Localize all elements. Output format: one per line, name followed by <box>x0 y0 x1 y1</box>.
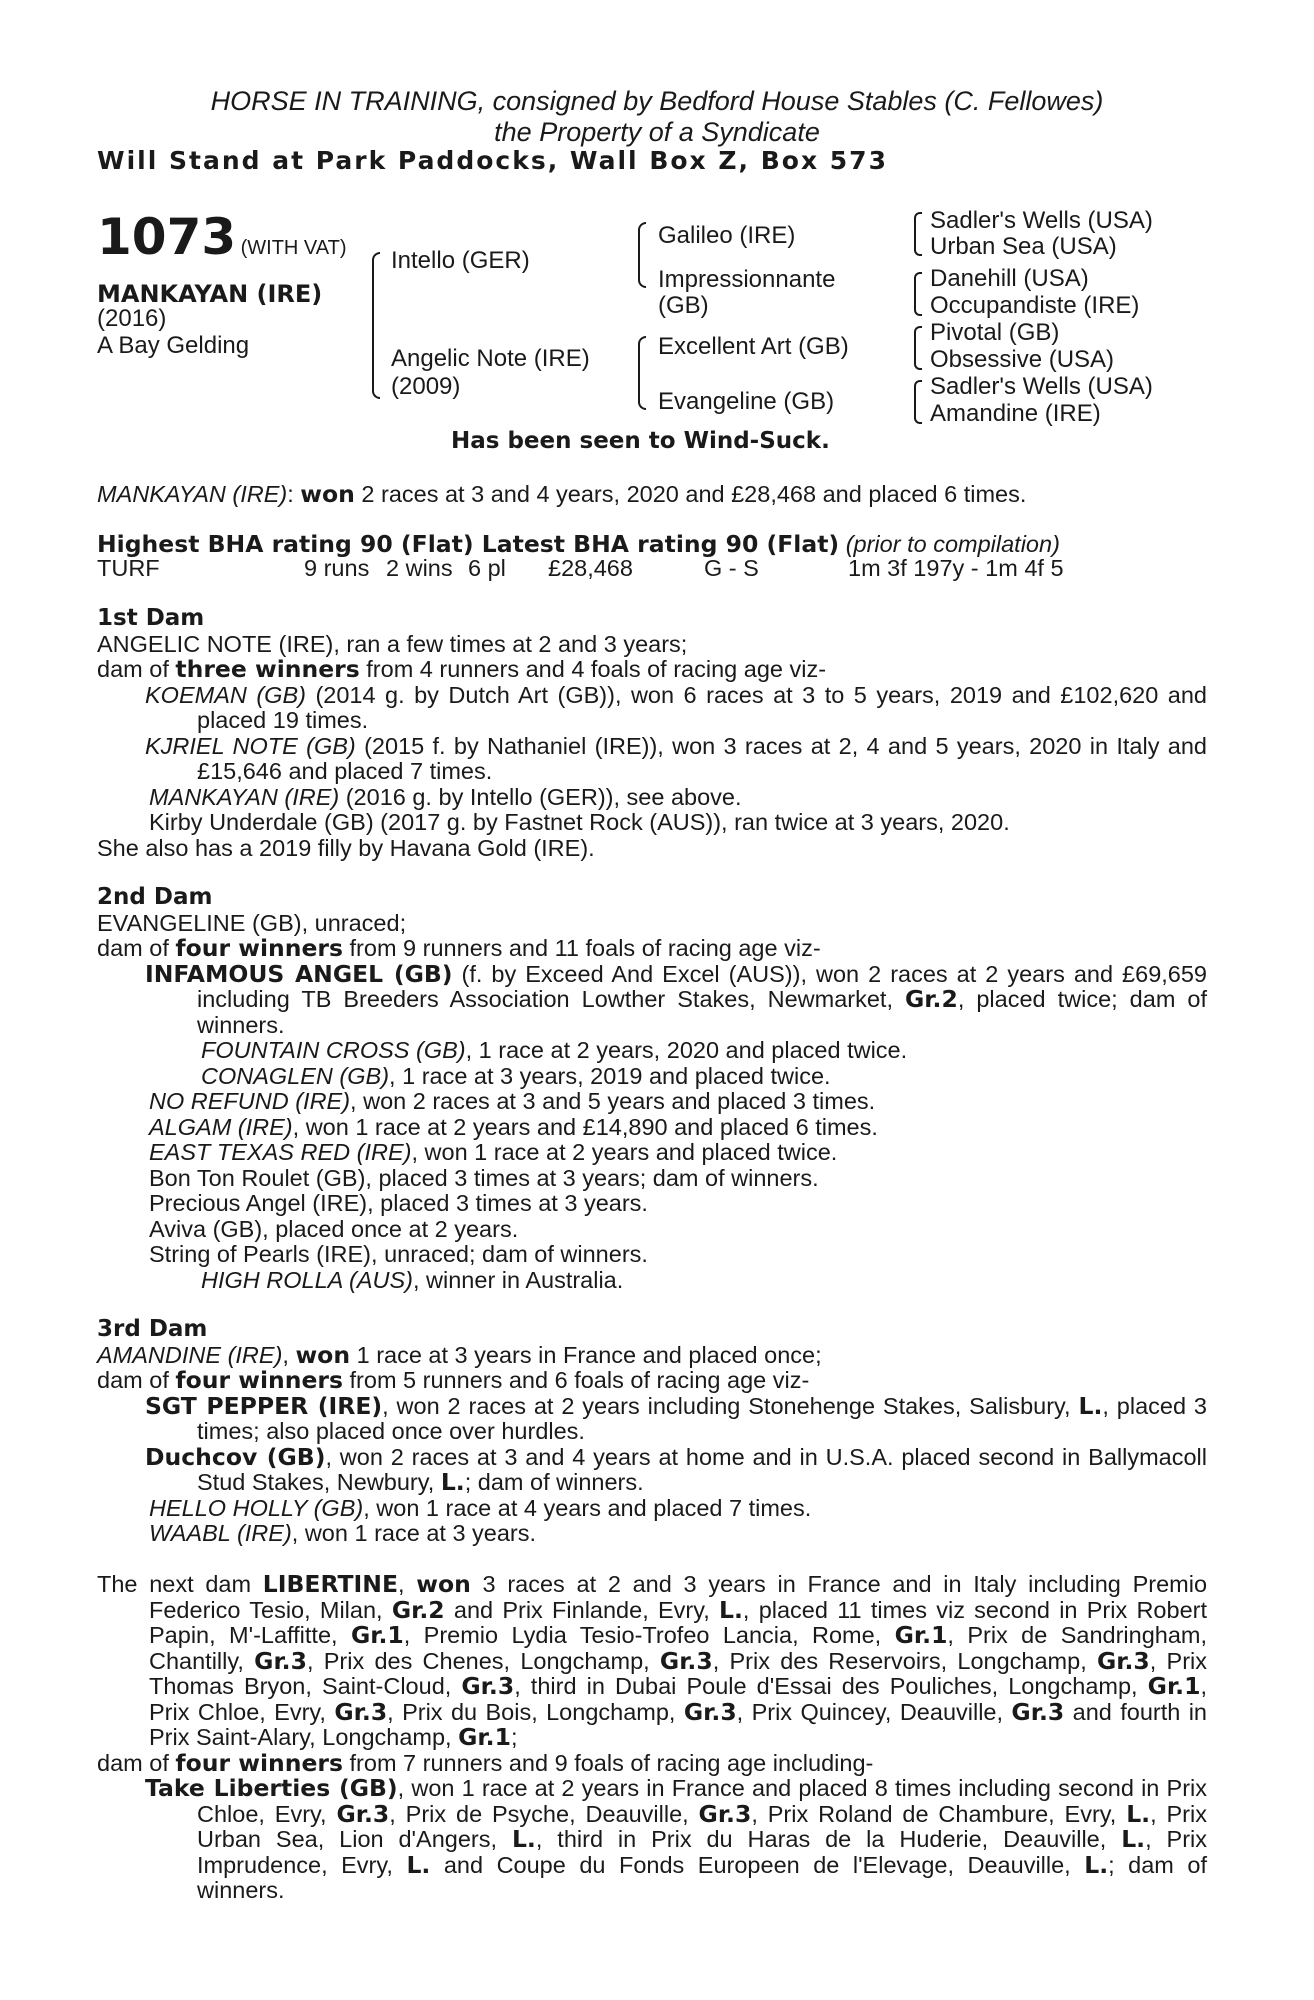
offspring-duchcov: Duchcov (GB), won 2 races at 3 and 4 years at home and in U.S.A. placed second in Ballymacoll Stud Stakes, Newbury, L.; dam of winners. <box>145 1442 1207 1496</box>
dam-brace <box>638 336 646 410</box>
sire-dam-suffix: (GB) <box>658 292 709 319</box>
dam-dam-sire: Sadler's Wells (USA) <box>930 373 1153 400</box>
offspring-waabl: WAABL (IRE), won 1 race at 3 years. <box>149 1520 537 1546</box>
gs4-brace <box>914 380 922 424</box>
first-dam-section <box>97 606 1207 861</box>
sire-sire-sire: Sadler's Wells (USA) <box>930 207 1153 234</box>
third-dam-section <box>97 1317 1207 1547</box>
offspring-take-liberties: Take Liberties (GB), won 1 race at 2 years in France and placed 8 times including second in Prix Chloe, Evry, Gr.3, Prix de Psyche, Deauville, Gr.3, Prix Roland de Chambure, Evry, L., Prix Urban Sea, Lion d'Angers, L., third in Prix du Haras de la Huderie, Deauville, L., Prix Imprudence, Evry, L. and Coupe du Fonds Europeen de l'Elevage, Deauville, L.; dam of winners. <box>145 1774 1207 1903</box>
foaling-year: (2016) <box>97 305 167 332</box>
first-dam-produce: dam of three winners from 4 runners and 4 foals of racing age viz- <box>97 655 827 683</box>
second-dam-section <box>97 885 1207 1293</box>
dam-dam-dam: Amandine (IRE) <box>930 400 1101 427</box>
offspring-east-texas-red: EAST TEXAS RED (IRE), won 1 race at 2 years and placed twice. <box>149 1139 838 1165</box>
offspring-hello-holly: HELLO HOLLY (GB), won 1 race at 4 years and placed 7 times. <box>149 1494 812 1521</box>
offspring-no-refund: NO REFUND (IRE), won 2 races at 3 and 5 years and placed 3 times. <box>149 1088 876 1114</box>
section-heading: 3rd Dam <box>97 1316 208 1342</box>
sire-dam-sire: Danehill (USA) <box>930 265 1089 292</box>
turf-distance: 1m 3f 197y - 1m 4f 5 <box>848 555 1064 581</box>
offspring-string: String of Pearls (IRE), unraced; dam of winners. <box>149 1241 648 1267</box>
sire-sire-dam: Urban Sea (USA) <box>930 233 1117 260</box>
next-dam-section <box>97 1572 1207 1904</box>
offspring-koeman: KOEMAN (GB) (2014 g. by Dutch Art (GB)), won 6 races at 3 to 5 years, 2019 and £102,620 and placed 19 times. <box>145 681 1207 733</box>
dam-year: (2009) <box>391 373 461 400</box>
gs2-brace <box>914 272 922 316</box>
ownership-line: the Property of a Syndicate <box>494 117 820 147</box>
turf-going: G - S <box>704 555 759 581</box>
section-heading: 1st Dam <box>97 605 205 631</box>
stabling-line: Will Stand at Park Paddocks, Wall Box Z, Box 573 <box>97 146 888 175</box>
turf-earnings: £28,468 <box>548 555 633 581</box>
second-dam-produce: dam of four winners from 9 runners and 11 foals of racing age viz- <box>97 934 821 962</box>
third-dam-produce: dam of four winners from 5 runners and 6 foals of racing age viz- <box>97 1366 810 1394</box>
turf-surface: TURF <box>97 555 160 581</box>
sire: Intello (GER) <box>391 247 530 274</box>
horse-description: A Bay Gelding <box>97 332 250 359</box>
dam-dam: Evangeline (GB) <box>658 388 835 415</box>
first-dam-line: ANGELIC NOTE (IRE), ran a few times at 2 and 3 years; <box>97 630 688 657</box>
turf-placed: 6 pl <box>468 555 506 581</box>
grand-offspring-fountain: FOUNTAIN CROSS (GB), 1 race at 2 years, 2020 and placed twice. <box>201 1037 908 1063</box>
dam-sire-sire: Pivotal (GB) <box>930 319 1060 346</box>
bha-rating: Highest BHA rating 90 (Flat) Latest BHA rating 90 (Flat) (prior to compilation) <box>97 530 1060 558</box>
dam-sire: Excellent Art (GB) <box>658 333 849 360</box>
sire-dam-dam: Occupandiste (IRE) <box>930 292 1140 319</box>
horse-name: MANKAYAN (IRE) <box>97 280 323 308</box>
offspring-kirby: Kirby Underdale (GB) (2017 g. by Fastnet Rock (AUS)), ran twice at 3 years, 2020. <box>149 809 1010 835</box>
grand-offspring-high-rolla: HIGH ROLLA (AUS), winner in Australia. <box>201 1266 624 1293</box>
offspring-kjriel: KJRIEL NOTE (GB) (2015 f. by Nathaniel (IRE)), won 3 races at 2, 4 and 5 years, 2020 in Italy and £15,646 and placed 7 times. <box>145 732 1207 784</box>
offspring-bon-ton: Bon Ton Roulet (GB), placed 3 times at 3 years; dam of winners. <box>149 1164 819 1191</box>
consignor-line: HORSE IN TRAINING, consigned by Bedford House Stables (C. Fellowes) <box>210 86 1104 116</box>
sire-brace <box>638 222 646 288</box>
second-dam-line: EVANGELINE (GB), unraced; <box>97 909 407 936</box>
turf-wins: 2 wins <box>386 555 453 581</box>
dam: Angelic Note (IRE) <box>391 345 590 372</box>
race-summary: MANKAYAN (IRE): won 2 races at 3 and 4 years, 2020 and £28,468 and placed 6 times. <box>97 480 1027 508</box>
offspring-precious: Precious Angel (IRE), placed 3 times at 3 years. <box>149 1190 648 1216</box>
gs1-brace <box>914 212 922 256</box>
next-dam-record: The next dam LIBERTINE, won 3 races at 2 and 3 years in France and in Italy including Premio Federico Tesio, Milan, Gr.2 and Prix Finlande, Evry, L., placed 11 times viz second in Prix Robert Papin, M'-Laffitte, Gr.1, Premio Lydia Tesio-Trofeo Lancia, Rome, Gr.1, Prix de Sandringham, Chantilly, Gr.3, Prix des Chenes, Longchamp, Gr.3, Prix des Reservoirs, Longchamp, Gr.3, Prix Thomas Bryon, Saint-Cloud, Gr.3, third in Dubai Poule d'Essai des Pouliches, Longchamp, Gr.1, Prix Chloe, Evry, Gr.3, Prix du Bois, Longchamp, Gr.3, Prix Quincey, Deauville, Gr.3 and fourth in Prix Saint-Alary, Longchamp, Gr.1; <box>97 1570 1208 1751</box>
lot-number-block <box>97 208 347 266</box>
lot-number: 1073 <box>97 208 237 266</box>
offspring-infamous-angel: INFAMOUS ANGEL (GB) (f. by Exceed And Excel (AUS)), won 2 races at 2 years and £69,659 including TB Breeders Association Lowther Stakes, Newmarket, Gr.2, placed twice; dam of winners. <box>145 959 1208 1038</box>
grand-offspring-conaglen: CONAGLEN (GB), 1 race at 3 years, 2019 and placed twice. <box>201 1062 831 1089</box>
wind-suck-note: Has been seen to Wind-Suck. <box>451 428 830 454</box>
offspring-sgt-pepper: SGT PEPPER (IRE), won 2 races at 2 years including Stonehenge Stakes, Salisbury, L., placed 3 times; also placed once over hurdles. <box>145 1391 1207 1444</box>
vat-note: (WITH VAT) <box>240 237 347 259</box>
section-heading: 2nd Dam <box>97 884 213 910</box>
offspring-aviva: Aviva (GB), placed once at 2 years. <box>149 1215 519 1242</box>
offspring-mankayan: MANKAYAN (IRE) (2016 g. by Intello (GER)), see above. <box>149 783 742 810</box>
dam-sire-dam: Obsessive (USA) <box>930 346 1115 373</box>
offspring-algam: ALGAM (IRE), won 1 race at 2 years and £14,890 and placed 6 times. <box>149 1113 878 1140</box>
pedigree-brace <box>372 252 380 399</box>
turf-runs: 9 runs <box>304 555 370 581</box>
filly-note: She also has a 2019 filly by Havana Gold (IRE). <box>97 834 595 861</box>
sire-dam: Impressionnante <box>658 266 836 293</box>
next-dam-produce: dam of four winners from 7 runners and 9 foals of racing age including- <box>97 1748 874 1777</box>
sire-sire: Galileo (IRE) <box>658 222 796 249</box>
third-dam-line: AMANDINE (IRE), won 1 race at 3 years in France and placed once; <box>97 1340 822 1369</box>
gs3-brace <box>914 326 922 370</box>
